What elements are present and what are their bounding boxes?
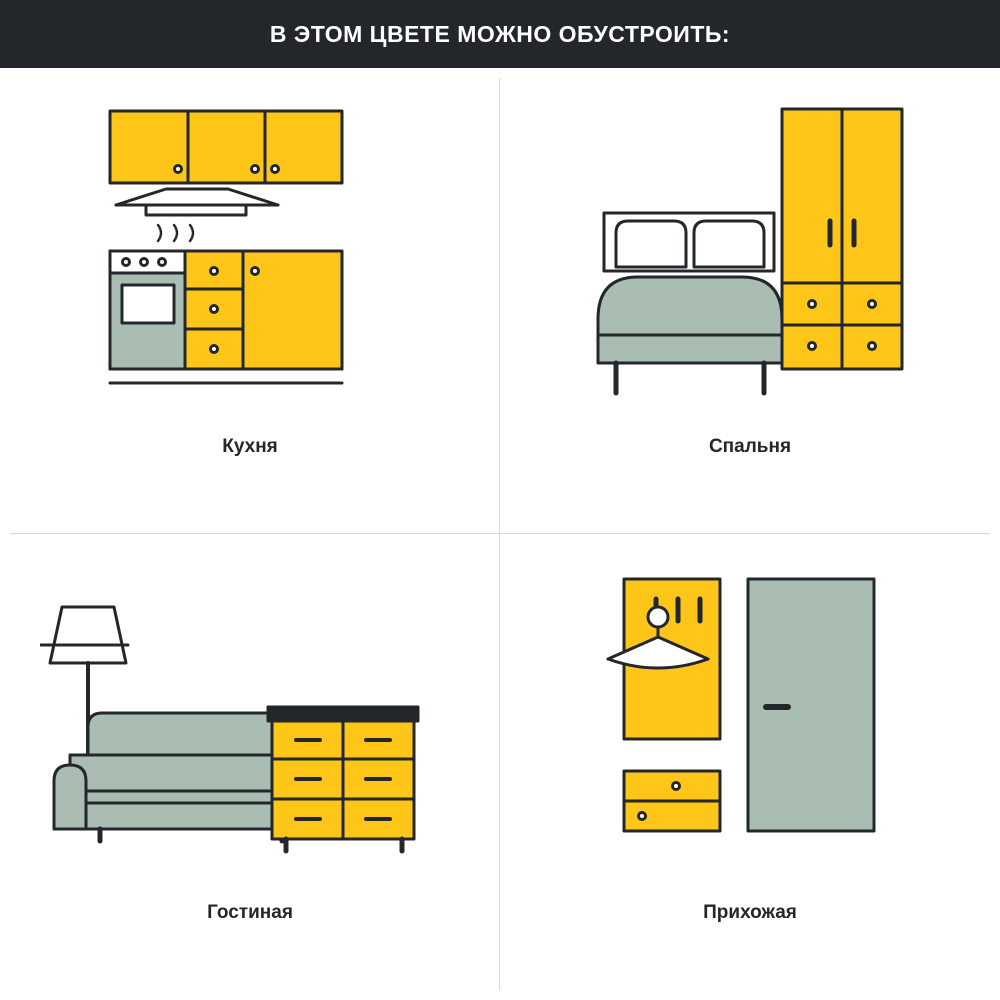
hallway-furniture-icon bbox=[600, 559, 900, 889]
cell-hallway[interactable] bbox=[500, 534, 1000, 1000]
cell-caption-bedroom: Спальня bbox=[708, 436, 792, 457]
rooms-grid bbox=[0, 68, 1000, 1000]
bedroom-illustration bbox=[500, 68, 1000, 448]
cell-bedroom[interactable] bbox=[500, 68, 1000, 534]
cell-caption-kitchen: Кухня bbox=[222, 436, 278, 457]
kitchen-illustration bbox=[0, 68, 500, 448]
cell-caption-hallway: Прихожая bbox=[703, 902, 797, 923]
hallway-illustration bbox=[500, 534, 1000, 914]
header-bar bbox=[0, 0, 1000, 68]
living-room-furniture-icon bbox=[40, 559, 460, 889]
living-room-illustration bbox=[0, 534, 500, 914]
bedroom-furniture-icon bbox=[590, 93, 910, 423]
cell-caption-living-room: Гостиная bbox=[207, 902, 293, 923]
cell-living-room[interactable] bbox=[0, 534, 500, 1000]
page-title: В ЭТОМ ЦВЕТЕ МОЖНО ОБУСТРОИТЬ: bbox=[269, 20, 731, 47]
cell-kitchen[interactable] bbox=[0, 68, 500, 534]
kitchen-furniture-icon bbox=[100, 93, 400, 423]
